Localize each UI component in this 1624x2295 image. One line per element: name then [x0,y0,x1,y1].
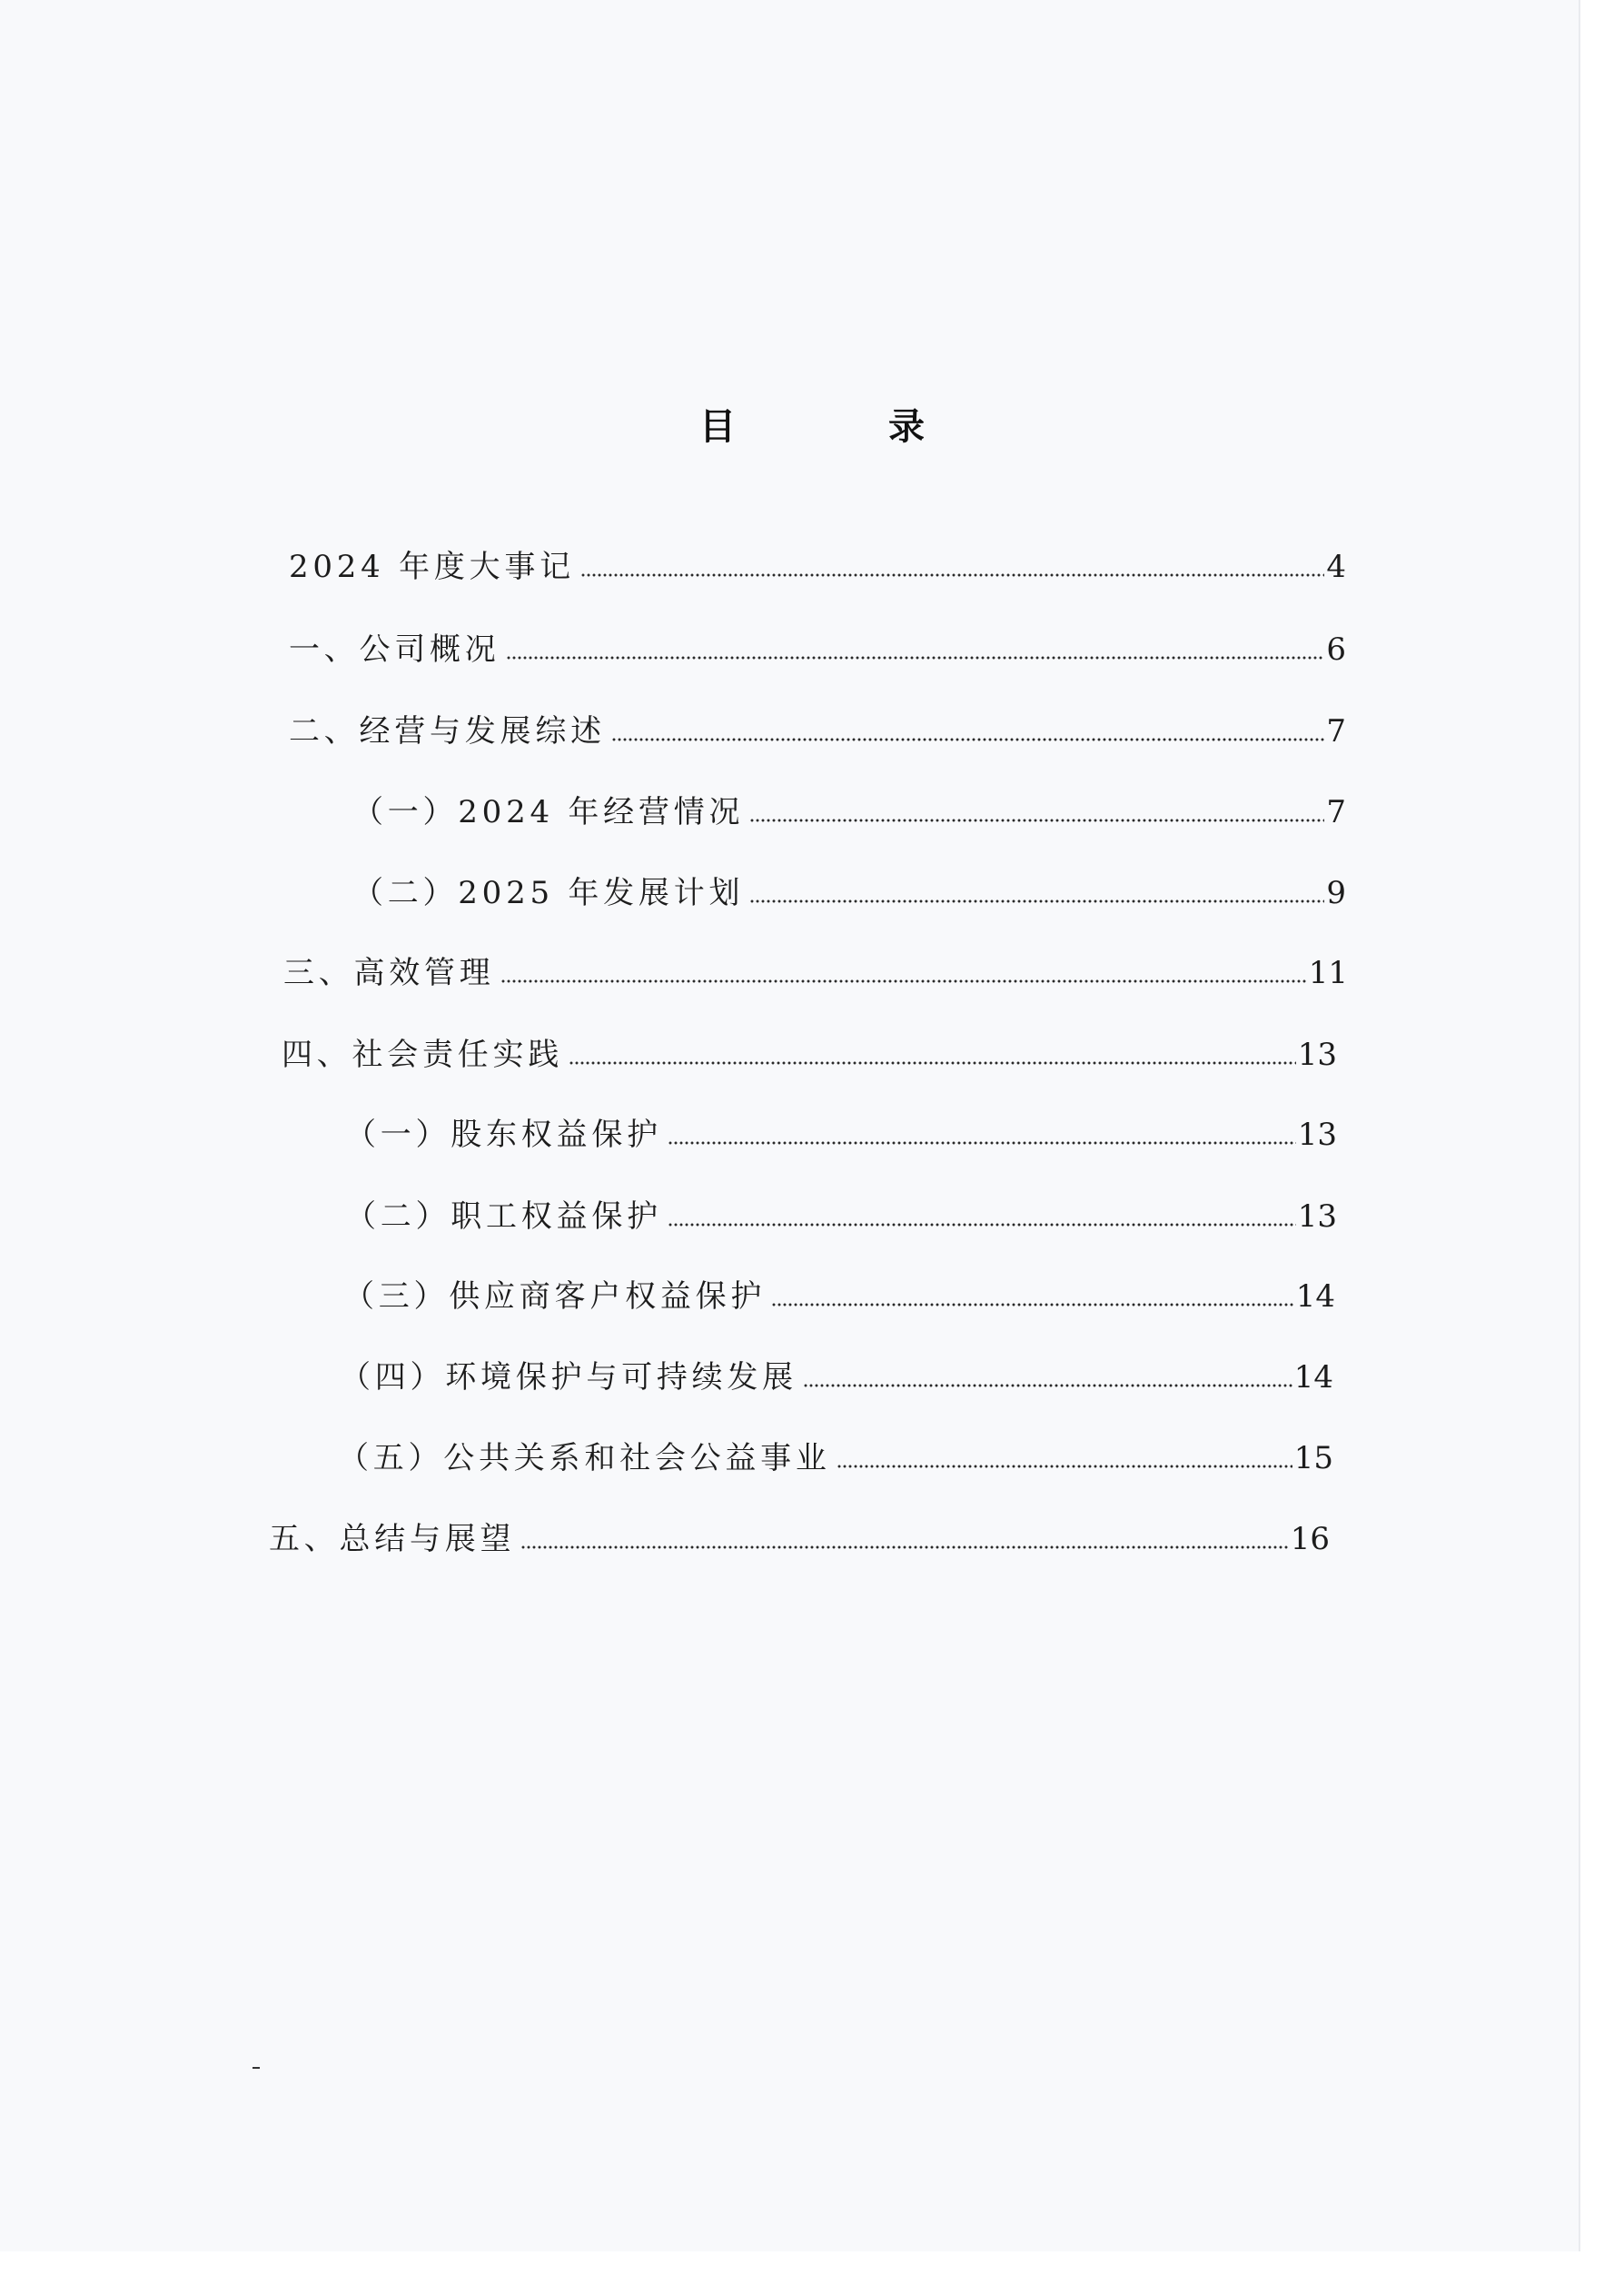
toc-entry[interactable] [289,532,1346,585]
toc-entry-label: （三）供应商客户权益保护 [343,1278,767,1315]
toc-entry[interactable] [343,1261,1335,1315]
toc-entry-label: 四、社会责任实践 [282,1037,564,1073]
toc-page-number: 13 [1297,1037,1337,1073]
toc-entry[interactable] [283,938,1348,989]
toc-entry[interactable] [340,1342,1333,1396]
toc-leader-dots [506,656,1325,660]
toc-entry[interactable] [345,1099,1337,1153]
toc-leader-dots [771,1303,1294,1306]
toc-entry-label: （一）股东权益保护 [345,1117,662,1153]
toc-page-number: 7 [1326,794,1346,830]
toc-page-number: 13 [1297,1117,1337,1153]
toc-entry-label: 三、高效管理 [283,955,495,991]
toc-leader-dots [611,738,1325,741]
scan-margin-bottom [0,2251,1624,2295]
toc-entry-label: 一、公司概况 [289,631,500,668]
toc-page-number: 16 [1290,1521,1330,1557]
toc-leader-dots [520,1545,1288,1549]
toc-leader-dots [749,819,1324,822]
toc-leader-dots [569,1061,1296,1065]
toc-entry-label: （二）职工权益保护 [345,1198,662,1235]
toc-page-number: 14 [1295,1278,1335,1315]
toc-leader-dots [749,899,1324,903]
toc-leader-dots [668,1223,1296,1227]
toc-page-number: 4 [1326,549,1346,585]
toc-entry-label: 2024 年度大事记 [289,549,575,585]
toc-entry[interactable] [345,1181,1337,1235]
toc-entry[interactable] [282,1019,1337,1073]
toc-entry-label: （五）公共关系和社会公益事业 [338,1440,831,1476]
toc-entry[interactable] [352,858,1346,909]
toc-leader-dots [803,1384,1292,1387]
toc-entry-label: 二、经营与发展综述 [289,713,606,750]
toc-entry[interactable] [269,1504,1330,1555]
toc-entry-label: （一）2024 年经营情况 [352,794,745,830]
toc-leader-dots [837,1465,1292,1468]
toc-leader-dots [500,979,1307,983]
toc-entry[interactable] [338,1423,1333,1474]
toc-page-number: 14 [1293,1359,1333,1396]
toc-page-number: 15 [1293,1440,1333,1476]
toc-entry[interactable] [289,696,1346,750]
toc-page-number: 9 [1326,875,1346,911]
toc-leader-dots [580,573,1324,577]
toc-page-number: 11 [1308,955,1348,991]
toc-entry[interactable] [289,614,1346,668]
toc-title: 目 录 [699,405,983,448]
toc-page-number: 13 [1297,1198,1337,1235]
toc-entry[interactable] [352,777,1346,828]
scan-margin-right [1580,0,1624,2295]
toc-leader-dots [668,1141,1296,1145]
scan-speck [253,2067,260,2069]
toc-entry-label: （二）2025 年发展计划 [352,875,745,911]
toc-entry-label: （四）环境保护与可持续发展 [340,1359,797,1396]
toc-page-number: 7 [1326,713,1346,750]
toc-entry-label: 五、总结与展望 [269,1521,516,1557]
toc-page-number: 6 [1326,631,1346,668]
